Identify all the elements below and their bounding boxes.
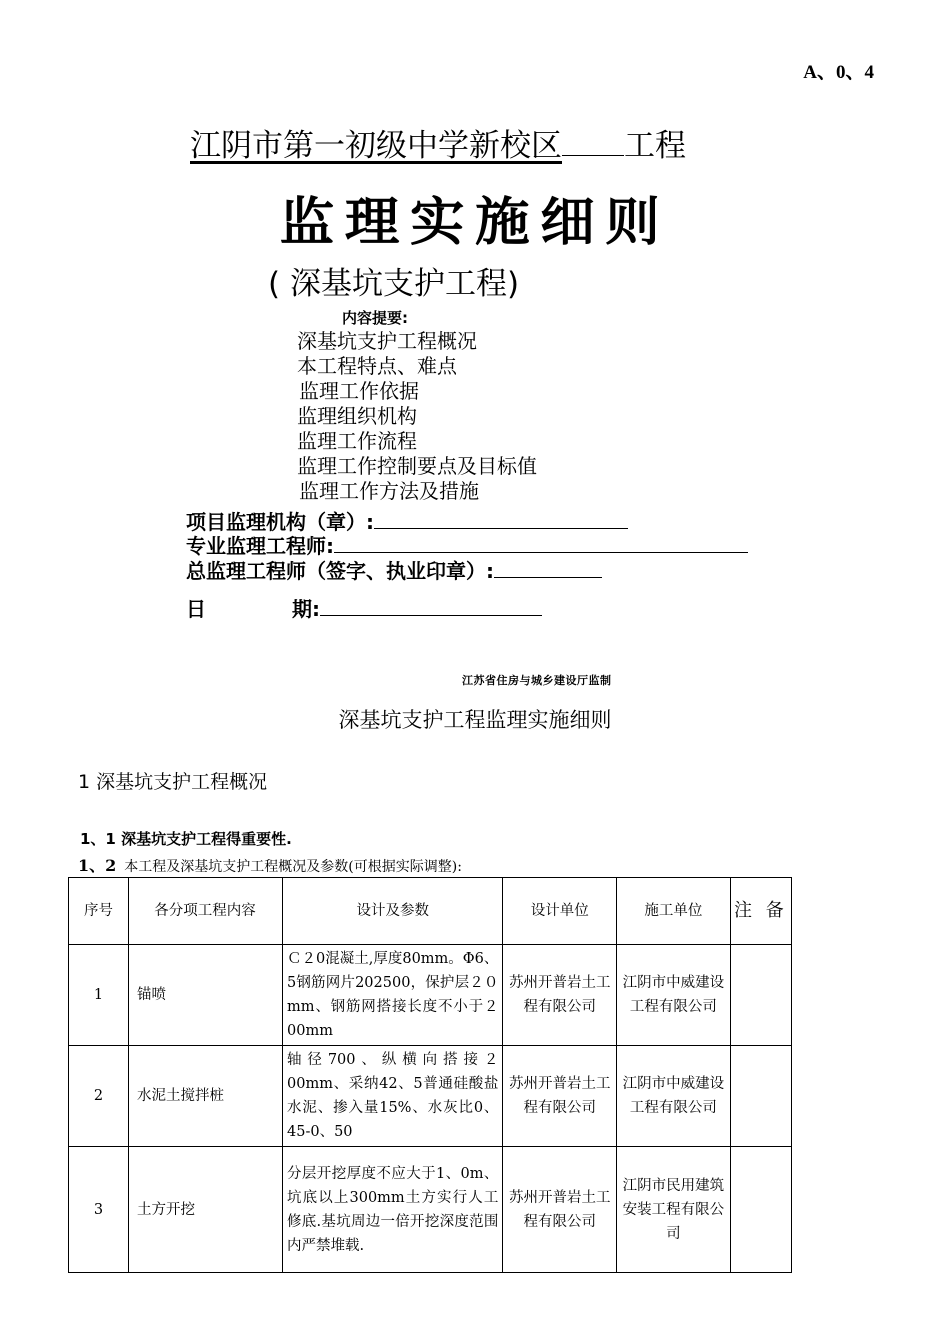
row-item: 土方开挖 [129, 1147, 283, 1273]
header-no: 序号 [69, 878, 129, 945]
section-1-heading: 1 深基坑支护工程概况 [78, 771, 268, 793]
project-suffix: 工程 [624, 128, 686, 164]
date-field [186, 593, 542, 622]
sub-title: ( 深基坑支护工程) [268, 266, 520, 302]
row-no: 3 [69, 1147, 129, 1273]
project-name-blank [562, 125, 624, 156]
header-item: 各分项工程内容 [129, 878, 283, 945]
row-note [730, 1046, 791, 1147]
header-builder: 施工单位 [617, 878, 731, 945]
toc-item: 监理工作依据 [299, 379, 419, 403]
table-row [69, 1046, 792, 1147]
parameters-table [68, 877, 792, 1273]
section-1-1-heading: 1、1 深基坑支护工程得重要性. [80, 830, 292, 848]
table-header-row [69, 878, 792, 945]
engineer-line [334, 532, 748, 553]
document-code: A、0、4 [803, 62, 874, 83]
row-builder: 江阴市中威建设工程有限公司 [617, 1046, 731, 1147]
row-designer: 苏州开普岩土工程有限公司 [503, 945, 617, 1046]
project-title [190, 120, 686, 165]
project-name: 江阴市第一初级中学新校区 [190, 128, 562, 164]
toc-item: 监理工作流程 [297, 429, 417, 453]
row-design: 轴径700、纵横向搭接２00mm、采纳42、5普通硅酸盐水泥、掺入量15%、水灰比0、45-0、50 [283, 1046, 503, 1147]
row-design: Ｃ２0混凝土,厚度80mm。Φ6、 5钢筋网片202500，保护层２０mm、钢筋网搭接长度不小于２00mm [283, 945, 503, 1046]
section-1-2-text: 本工程及深基坑支护工程概况及参数(可根据实际调整): [124, 859, 462, 875]
row-designer: 苏州开普岩土工程有限公司 [503, 1147, 617, 1273]
org-seal-label: 项目监理机构（章）: [186, 510, 374, 534]
header-designer: 设计单位 [503, 878, 617, 945]
issuer-note: 江苏省住房与城乡建设厅监制 [462, 674, 612, 687]
chief-engineer-line [494, 557, 602, 578]
chief-engineer-label: 总监理工程师（签字、执业印章）: [186, 559, 494, 583]
toc-item: 监理工作方法及措施 [299, 479, 479, 503]
toc-list [297, 329, 537, 504]
section-1-2-heading [78, 853, 462, 876]
row-designer: 苏州开普岩土工程有限公司 [503, 1046, 617, 1147]
toc-item: 监理工作控制要点及目标值 [297, 454, 537, 478]
date-line [320, 595, 542, 616]
toc-item: 深基坑支护工程概况 [297, 329, 477, 353]
row-no: 1 [69, 945, 129, 1046]
row-builder: 江阴市中威建设工程有限公司 [617, 945, 731, 1046]
row-item: 水泥土搅拌桩 [129, 1046, 283, 1147]
toc-item: 本工程特点、难点 [297, 354, 457, 378]
toc-heading: 内容提要: [342, 309, 408, 327]
row-design: 分层开挖厚度不应大于1、0m、坑底以上300mm土方实行人工修底.基坑周边一倍开挖深度范围内严禁堆载. [283, 1147, 503, 1273]
org-seal-line [374, 508, 628, 529]
toc-item: 监理组织机构 [297, 404, 417, 428]
row-note [730, 945, 791, 1046]
row-no: 2 [69, 1046, 129, 1147]
engineer-label: 专业监理工程师: [186, 534, 334, 558]
date-label: 日 [186, 597, 206, 621]
header-note: 注 备 [730, 878, 791, 945]
date-label-2: 期: [292, 597, 320, 621]
row-item: 锚喷 [129, 945, 283, 1046]
row-builder: 江阴市民用建筑安装工程有限公司 [617, 1147, 731, 1273]
header-design: 设计及参数 [283, 878, 503, 945]
chief-engineer-field [186, 555, 602, 584]
table-row [69, 945, 792, 1046]
main-title: 监理实施细则 [279, 193, 671, 253]
table-row [69, 1147, 792, 1273]
row-note [730, 1147, 791, 1273]
section-1-2-number: 1、2 [78, 856, 117, 875]
document-heading: 深基坑支护工程监理实施细则 [338, 708, 612, 732]
